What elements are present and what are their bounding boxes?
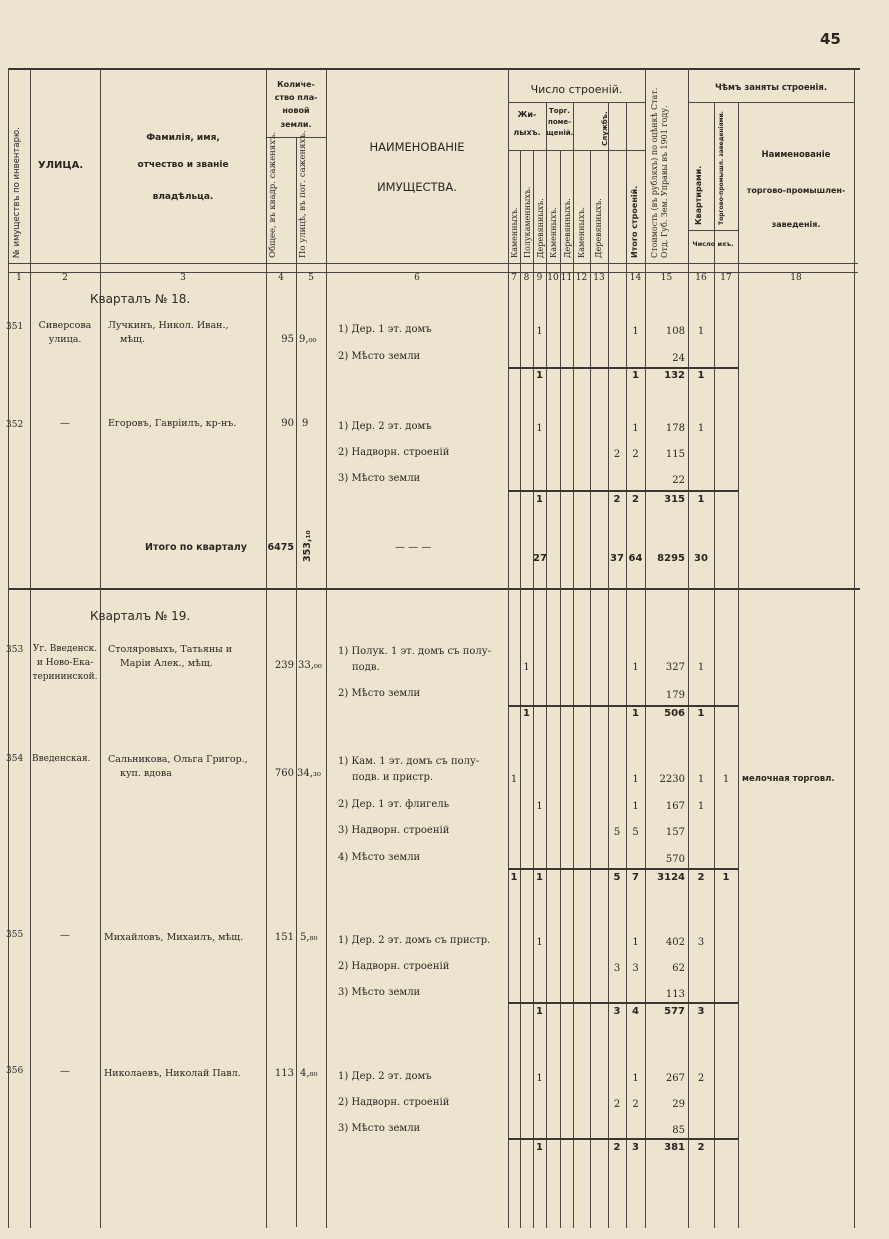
cell: 2 — [613, 1099, 621, 1110]
total-area: 6475 — [267, 542, 294, 553]
property-item: 1) Дер. 1 эт. домъ — [338, 324, 432, 335]
cell: 2 — [697, 872, 705, 883]
header-residential-l2: лыхъ. — [513, 128, 541, 137]
cell: 3 — [697, 937, 705, 948]
cell: 1 — [536, 1073, 543, 1084]
cell: 178 — [665, 423, 685, 434]
property-item: 2) Мѣсто земли — [338, 688, 421, 699]
cell: 577 — [664, 1006, 685, 1017]
cell: 5 — [632, 827, 639, 838]
entry-no: 351 — [6, 322, 24, 332]
cell: 3 — [632, 1142, 639, 1153]
street: Введенская. — [32, 754, 91, 764]
total-frontage: 353,₁₀ — [302, 530, 313, 562]
header-street: УЛИЦА. — [38, 160, 84, 171]
enterprise-name: мелочная торговл. — [742, 774, 835, 784]
cell: 1 — [536, 1006, 543, 1017]
cell: 2 — [632, 1099, 639, 1110]
frontage: 9,₀₀ — [299, 334, 317, 345]
property-item: 1) Дер. 2 эт. домъ — [338, 421, 432, 432]
cell: 1 — [536, 801, 543, 812]
cell: 29 — [672, 1099, 685, 1110]
colnum: 17 — [720, 273, 732, 283]
area: 760 — [274, 768, 294, 779]
property-item: подв. — [352, 662, 380, 673]
cell: 1 — [722, 872, 730, 883]
street: — — [60, 930, 70, 941]
cell: 2 — [613, 494, 621, 505]
cell: 167 — [665, 801, 685, 812]
header-c16: Квартирами. — [694, 165, 703, 225]
cell: 1 — [523, 708, 530, 719]
cell: 1 — [632, 370, 639, 381]
cell: 115 — [665, 449, 685, 460]
header-trade-l3: щеній. — [546, 129, 574, 137]
header-service: Службъ. — [601, 111, 609, 146]
cell: 3 — [613, 1006, 621, 1017]
cell: 1 — [697, 423, 705, 434]
street: терининской. — [32, 672, 98, 682]
cell: 267 — [665, 1073, 685, 1084]
cell: 24 — [672, 353, 685, 364]
cell: 8295 — [657, 553, 685, 564]
owner: Михайловъ, Михаилъ, мѣщ. — [104, 932, 244, 943]
area: 151 — [274, 932, 294, 943]
property-item: 2) Надворн. строеній — [338, 1097, 450, 1108]
cell: 3 — [697, 1006, 705, 1017]
cell: 1 — [632, 1073, 639, 1084]
cell: 1 — [536, 423, 543, 434]
property-item: 1) Кам. 1 эт. домъ съ полу- — [338, 756, 480, 767]
property-item: 1) Дер. 2 эт. домъ — [338, 1071, 432, 1082]
cell: 27 — [533, 553, 547, 564]
street: — — [60, 1066, 70, 1077]
header-c8: Полукаменныхъ. — [523, 186, 532, 258]
street: Сиверсова — [38, 320, 92, 331]
header-c12: Каменныхъ. — [577, 206, 586, 258]
page-number: 45 — [820, 30, 841, 48]
frontage: 9 — [302, 418, 309, 429]
owner: Столяровыхъ, Татьяны и — [108, 644, 233, 655]
cell: 157 — [665, 827, 685, 838]
header-trade-l2: поме- — [547, 118, 572, 126]
owner: Маріи Алек., мѣщ. — [120, 658, 213, 669]
cell: 5 — [613, 872, 621, 883]
cell: 4 — [632, 1006, 639, 1017]
area: 113 — [274, 1068, 294, 1079]
cell: 402 — [665, 937, 685, 948]
cell: 570 — [665, 854, 685, 865]
colnum: 10 — [547, 273, 559, 283]
header-owner-l2: отчество и званіе — [137, 160, 229, 170]
cell: 64 — [628, 553, 643, 564]
header-trade-l1: Торг. — [549, 107, 570, 115]
entry-no: 353 — [6, 645, 24, 655]
cell: 108 — [665, 326, 685, 337]
header-land-l1: Количе- — [277, 80, 315, 89]
cell: 1 — [536, 326, 543, 337]
owner: Николаевъ, Николай Павл. — [104, 1068, 241, 1079]
header-owner-l3: владѣльца. — [152, 192, 214, 202]
header-c18-l3: заведенія. — [771, 220, 821, 229]
property-item: 2) Мѣсто земли — [338, 351, 421, 362]
header-num-buildings: Число строеній. — [530, 83, 623, 96]
cell: 1 — [510, 872, 518, 883]
area: 95 — [281, 334, 294, 345]
header-c18-l1: Наименованіе — [761, 150, 831, 160]
colnum: 5 — [308, 273, 314, 283]
cell: 1 — [697, 662, 705, 673]
street: и Ново-Ека- — [36, 658, 94, 668]
cell: 2 — [632, 494, 639, 505]
frontage: 4,₈₀ — [300, 1068, 318, 1079]
cell: 3 — [613, 963, 621, 974]
cell: 1 — [632, 774, 639, 785]
colnum: 8 — [523, 273, 530, 283]
colnum: 12 — [575, 273, 588, 283]
property-item: 1) Дер. 2 эт. домъ съ пристр. — [338, 935, 491, 946]
colnum: 4 — [278, 273, 284, 283]
cell: 1 — [536, 1142, 543, 1153]
header-c11: Деревянныхъ. — [563, 198, 572, 258]
cell: 1 — [536, 494, 543, 505]
cell: 85 — [672, 1125, 685, 1136]
cell: 1 — [632, 326, 639, 337]
header-c9: Деревянныхъ. — [536, 198, 545, 258]
cell: 1 — [510, 774, 518, 785]
cell: 1 — [697, 774, 705, 785]
cell: 506 — [664, 708, 685, 719]
cell: 1 — [632, 708, 639, 719]
entry-no: 352 — [6, 420, 24, 430]
property-item: 3) Мѣсто земли — [338, 473, 421, 484]
header-c13: Деревянныхъ. — [594, 198, 603, 258]
cell: 2 — [697, 1073, 705, 1084]
header-property-l2: ИМУЩЕСТВА. — [377, 180, 457, 194]
header-c17-count: Число ихъ. — [692, 240, 734, 248]
cell: 1 — [523, 662, 530, 673]
entry-no: 355 — [6, 930, 24, 940]
colnum: 3 — [180, 273, 186, 283]
colnum: 14 — [629, 273, 642, 283]
header-area-total: Общее, въ квадр. саженяхъ. — [268, 131, 278, 258]
cell: 7 — [632, 872, 639, 883]
colnum: 7 — [511, 273, 517, 283]
cell: 132 — [664, 370, 685, 381]
header-c18-l2: торгово-промышлен- — [746, 186, 846, 195]
cell: 1 — [536, 370, 543, 381]
dash: — — — — [395, 542, 432, 553]
property-item: 4) Мѣсто земли — [338, 852, 421, 863]
cell: 30 — [694, 553, 708, 564]
header-c10: Каменныхъ. — [549, 206, 558, 258]
frontage: 5,₈₀ — [300, 932, 318, 943]
cell: 5 — [613, 827, 621, 838]
area: 90 — [281, 418, 294, 429]
cell: 2 — [613, 449, 621, 460]
header-c15: Стоимость (въ рубляхъ) по оцѣнкѣ Стат. Отд. Губ. Зем. Управы въ 1901 году. — [650, 87, 669, 258]
colnum: 6 — [414, 273, 420, 283]
header-land-l4: земли. — [280, 120, 312, 129]
cell: 179 — [665, 690, 685, 701]
cell: 3124 — [657, 872, 685, 883]
property-item: подв. и пристр. — [352, 772, 434, 783]
owner: мѣщ. — [120, 334, 145, 345]
colnum: 9 — [536, 273, 543, 283]
cell: 37 — [610, 553, 624, 564]
quarter-18-title: Кварталъ № 18. — [90, 292, 191, 306]
owner: Лучкинъ, Никол. Иван., — [108, 320, 229, 331]
header-c17: Торгово-промышл. заведеніями. — [718, 111, 725, 225]
owner: Егоровъ, Гавріилъ, кр-нъ. — [108, 418, 237, 429]
entry-no: 356 — [6, 1066, 24, 1076]
cell: 62 — [672, 963, 685, 974]
street: Уг. Введенск. — [32, 644, 98, 654]
property-item: 1) Полук. 1 эт. домъ съ полу- — [338, 646, 491, 657]
property-item: 2) Надворн. строеній — [338, 961, 450, 972]
cell: 1 — [697, 370, 705, 381]
cell: 327 — [665, 662, 685, 673]
cell: 2 — [632, 449, 639, 460]
cell: 113 — [665, 989, 685, 1000]
cell: 1 — [632, 801, 639, 812]
colnum: 16 — [695, 273, 707, 283]
cell: 2230 — [659, 774, 685, 785]
quarter-19-title: Кварталъ № 19. — [90, 609, 191, 623]
cell: 3 — [632, 963, 639, 974]
street: улица. — [48, 334, 82, 345]
frontage: 33,₀₀ — [298, 660, 322, 671]
cell: 22 — [672, 475, 685, 486]
cell: 381 — [664, 1142, 685, 1153]
header-occupied: Чѣмъ заняты строенія. — [714, 83, 828, 93]
cell: 1 — [697, 326, 705, 337]
cell: 1 — [632, 423, 639, 434]
cell: 1 — [697, 494, 705, 505]
cell: 1 — [632, 937, 639, 948]
property-item: 3) Мѣсто земли — [338, 987, 421, 998]
colnum: 13 — [593, 273, 605, 283]
colnum: 18 — [790, 273, 802, 283]
cell: 1 — [722, 774, 730, 785]
cell: 2 — [613, 1142, 621, 1153]
property-item: 2) Дер. 1 эт. флигель — [338, 799, 450, 810]
header-property-l1: НАИМЕНОВАНІЕ — [369, 140, 465, 154]
header-land-l3: новой — [282, 106, 310, 115]
cell: 1 — [536, 872, 543, 883]
frontage: 34,₃₀ — [297, 768, 321, 779]
street: — — [60, 418, 70, 429]
cell: 2 — [697, 1142, 705, 1153]
header-c14: Итого строеній. — [630, 185, 639, 258]
cell: 1 — [697, 708, 705, 719]
owner: куп. вдова — [120, 768, 172, 779]
cell: 315 — [664, 494, 685, 505]
colnum: 11 — [560, 273, 573, 283]
cell: 1 — [632, 662, 639, 673]
property-item: 2) Надворн. строеній — [338, 447, 450, 458]
header-street-front: По улицѣ, въ пог. саженяхъ. — [298, 130, 308, 258]
area: 239 — [274, 660, 294, 671]
header-residential-l1: Жи- — [517, 110, 537, 119]
cell: 1 — [536, 937, 543, 948]
colnum: 1 — [16, 273, 22, 283]
property-item: 3) Надворн. строеній — [338, 825, 450, 836]
header-land-l2: ство пла- — [274, 93, 318, 102]
owner: Сальникова, Ольга Григор., — [108, 754, 248, 765]
colnum: 15 — [660, 273, 673, 283]
property-item: 3) Мѣсто земли — [338, 1123, 421, 1134]
colnum: 2 — [62, 273, 68, 283]
cell: 1 — [697, 801, 705, 812]
header-owner-l1: Фамилія, имя, — [146, 133, 220, 143]
total-label: Итого по кварталу — [145, 542, 247, 553]
entry-no: 354 — [6, 754, 24, 764]
header-c7: Каменныхъ. — [510, 206, 519, 258]
header-inventory-no: № имуществъ по инвентарю. — [12, 127, 22, 258]
